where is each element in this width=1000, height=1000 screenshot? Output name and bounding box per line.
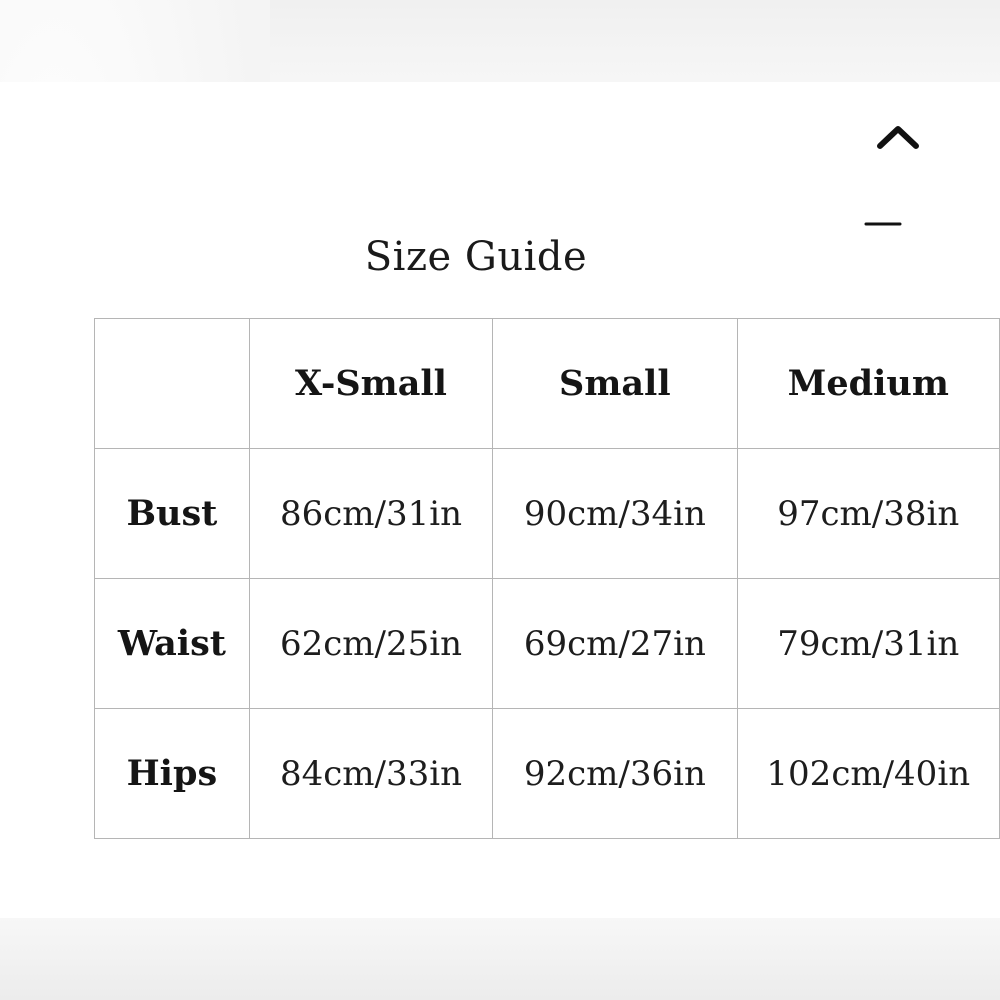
table-cell: 92cm/36in (493, 709, 737, 839)
column-header-x-small: X-Small (249, 319, 492, 449)
table-cell: 84cm/33in (249, 709, 492, 839)
table-cell: 90cm/34in (493, 449, 737, 579)
size-guide-table (94, 318, 1000, 839)
column-header-small: Small (493, 319, 737, 449)
backdrop-bottom (0, 918, 1000, 1000)
chevron-up-icon (874, 122, 922, 152)
minus-icon (863, 219, 903, 229)
table-header-row (95, 319, 1000, 449)
collapse-button[interactable] (866, 112, 930, 162)
table-cell: 62cm/25in (249, 579, 492, 709)
row-header-hips: Hips (95, 709, 250, 839)
table-row (95, 449, 1000, 579)
table-corner-cell (95, 319, 250, 449)
table-cell: 97cm/38in (737, 449, 999, 579)
table-cell: 86cm/31in (249, 449, 492, 579)
minimize-button[interactable] (856, 200, 910, 248)
row-header-bust: Bust (95, 449, 250, 579)
size-guide-title: Size Guide (364, 233, 588, 280)
table-cell: 102cm/40in (737, 709, 999, 839)
table-cell: 69cm/27in (493, 579, 737, 709)
table-cell: 79cm/31in (737, 579, 999, 709)
table-row (95, 709, 1000, 839)
column-header-medium: Medium (737, 319, 999, 449)
table-row (95, 579, 1000, 709)
row-header-waist: Waist (95, 579, 250, 709)
